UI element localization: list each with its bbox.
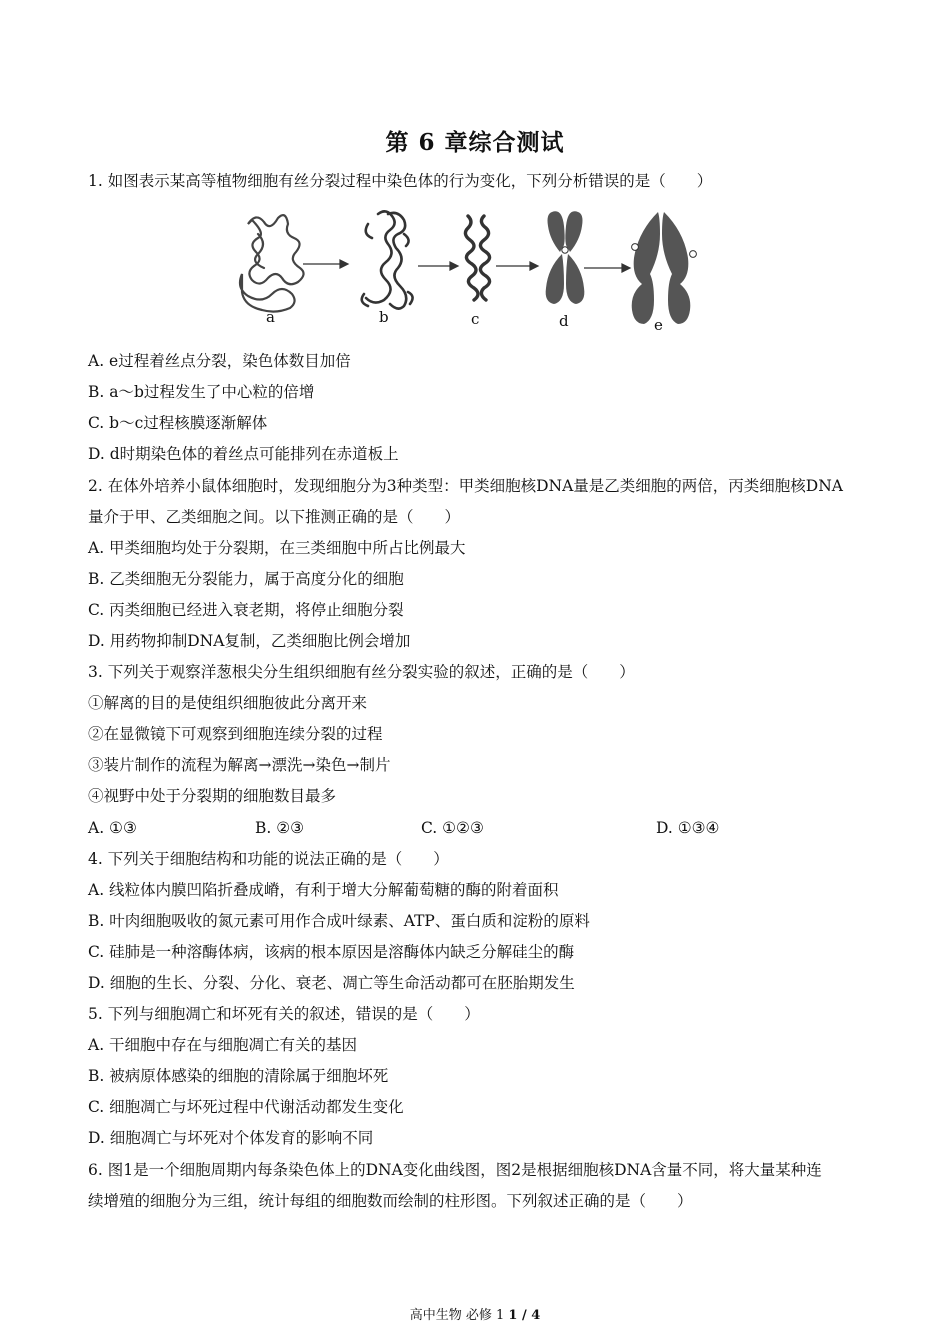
q1-option-b: B. a～b过程发生了中心粒的倍增 [88,383,315,401]
q5-stem: 5. 下列与细胞凋亡和坏死有关的叙述，错误的是（ ） [88,1005,480,1023]
q5-option-d: D. 细胞凋亡与坏死对个体发育的影响不同 [88,1129,374,1147]
q3-statement-2: ②在显微镜下可观察到细胞连续分裂的过程 [88,725,383,743]
q3-option-d: D. ①③④ [656,819,720,837]
q1-option-c: C. b～c过程核膜逐渐解体 [88,414,268,432]
q4-option-a: A. 线粒体内膜凹陷折叠成嵴，有利于增大分解葡萄糖的酶的附着面积 [88,881,559,899]
q4-option-b: B. 叶肉细胞吸收的氮元素可用作合成叶绿素、ATP、蛋白质和淀粉的原料 [88,912,590,930]
q1-option-a: A. e过程着丝点分裂，染色体数目加倍 [88,352,351,370]
figure-label-b: b [379,308,389,326]
chromatin-c-drawing [465,216,489,300]
q3-statement-1: ①解离的目的是使组织细胞彼此分离开来 [88,694,368,712]
q5-option-c: C. 细胞凋亡与坏死过程中代谢活动都发生变化 [88,1098,404,1116]
q3-stem: 3. 下列关于观察洋葱根尖分生组织细胞有丝分裂实验的叙述，正确的是（ ） [88,663,635,681]
arrow-b-c [418,262,458,270]
page-footer [0,1304,950,1323]
q3-option-b: B. ②③ [255,819,305,837]
q2-option-b: B. 乙类细胞无分裂能力，属于高度分化的细胞 [88,570,404,588]
q2-stem-line2: 量介于甲、乙类细胞之间。以下推测正确的是（ ） [88,508,461,526]
chromosome-figure [228,204,708,334]
q4-option-c: C. 硅肺是一种溶酶体病，该病的根本原因是溶酶体内缺乏分解硅尘的酶 [88,943,575,961]
chromosome-diagram [228,204,708,334]
q2-stem-line1: 2. 在体外培养小鼠体细胞时，发现细胞分为3种类型：甲类细胞核DNA量是乙类细胞的两倍，丙类细胞核DNA [88,477,843,495]
chromosome-d-drawing [546,211,585,304]
chromatin-b-drawing [362,211,413,308]
q5-option-b: B. 被病原体感染的细胞的清除属于细胞坏死 [88,1067,389,1085]
figure-label-c: c [471,310,480,328]
q2-option-c: C. 丙类细胞已经进入衰老期，将停止细胞分裂 [88,601,404,619]
chromatin-a-drawing [240,215,304,312]
figure-label-d: d [559,312,569,330]
page-title: 第 6 章综合测试 [385,129,565,156]
arrow-a-b [303,260,348,268]
chromosome-e-drawing [632,212,697,324]
q3-statement-3: ③装片制作的流程为解离→漂洗→染色→制片 [88,756,391,774]
figure-label-a: a [266,308,275,326]
q1-option-d: D. d时期染色体的着丝点可能排列在赤道板上 [88,445,399,463]
q2-option-d: D. 用药物抑制DNA复制，乙类细胞比例会增加 [88,632,411,650]
q3-statement-4: ④视野中处于分裂期的细胞数目最多 [88,787,337,805]
arrow-c-d [496,262,538,270]
q5-option-a: A. 干细胞中存在与细胞凋亡有关的基因 [88,1036,358,1054]
q6-stem-line2: 续增殖的细胞分为三组，统计每组的细胞数而绘制的柱形图。下列叙述正确的是（ ） [88,1192,693,1210]
q1-stem: 1. 如图表示某高等植物细胞有丝分裂过程中染色体的行为变化，下列分析错误的是（ ） [88,172,713,190]
footer-page-number: 1 / 4 [508,1308,541,1323]
arrow-d-e [584,264,630,272]
q3-option-c: C. ①②③ [421,819,484,837]
q4-option-d: D. 细胞的生长、分裂、分化、衰老、凋亡等生命活动都可在胚胎期发生 [88,974,575,992]
figure-label-e: e [654,316,663,334]
footer-subject: 高中生物 必修 1 [409,1308,509,1323]
q4-stem: 4. 下列关于细胞结构和功能的说法正确的是（ ） [88,850,449,868]
q3-option-a: A. ①③ [88,819,137,837]
q6-stem-line1: 6. 图1是一个细胞周期内每条染色体上的DNA变化曲线图，图2是根据细胞核DNA含量不同，将大量某种连 [88,1161,822,1179]
q2-option-a: A. 甲类细胞均处于分裂期，在三类细胞中所占比例最大 [88,539,466,557]
